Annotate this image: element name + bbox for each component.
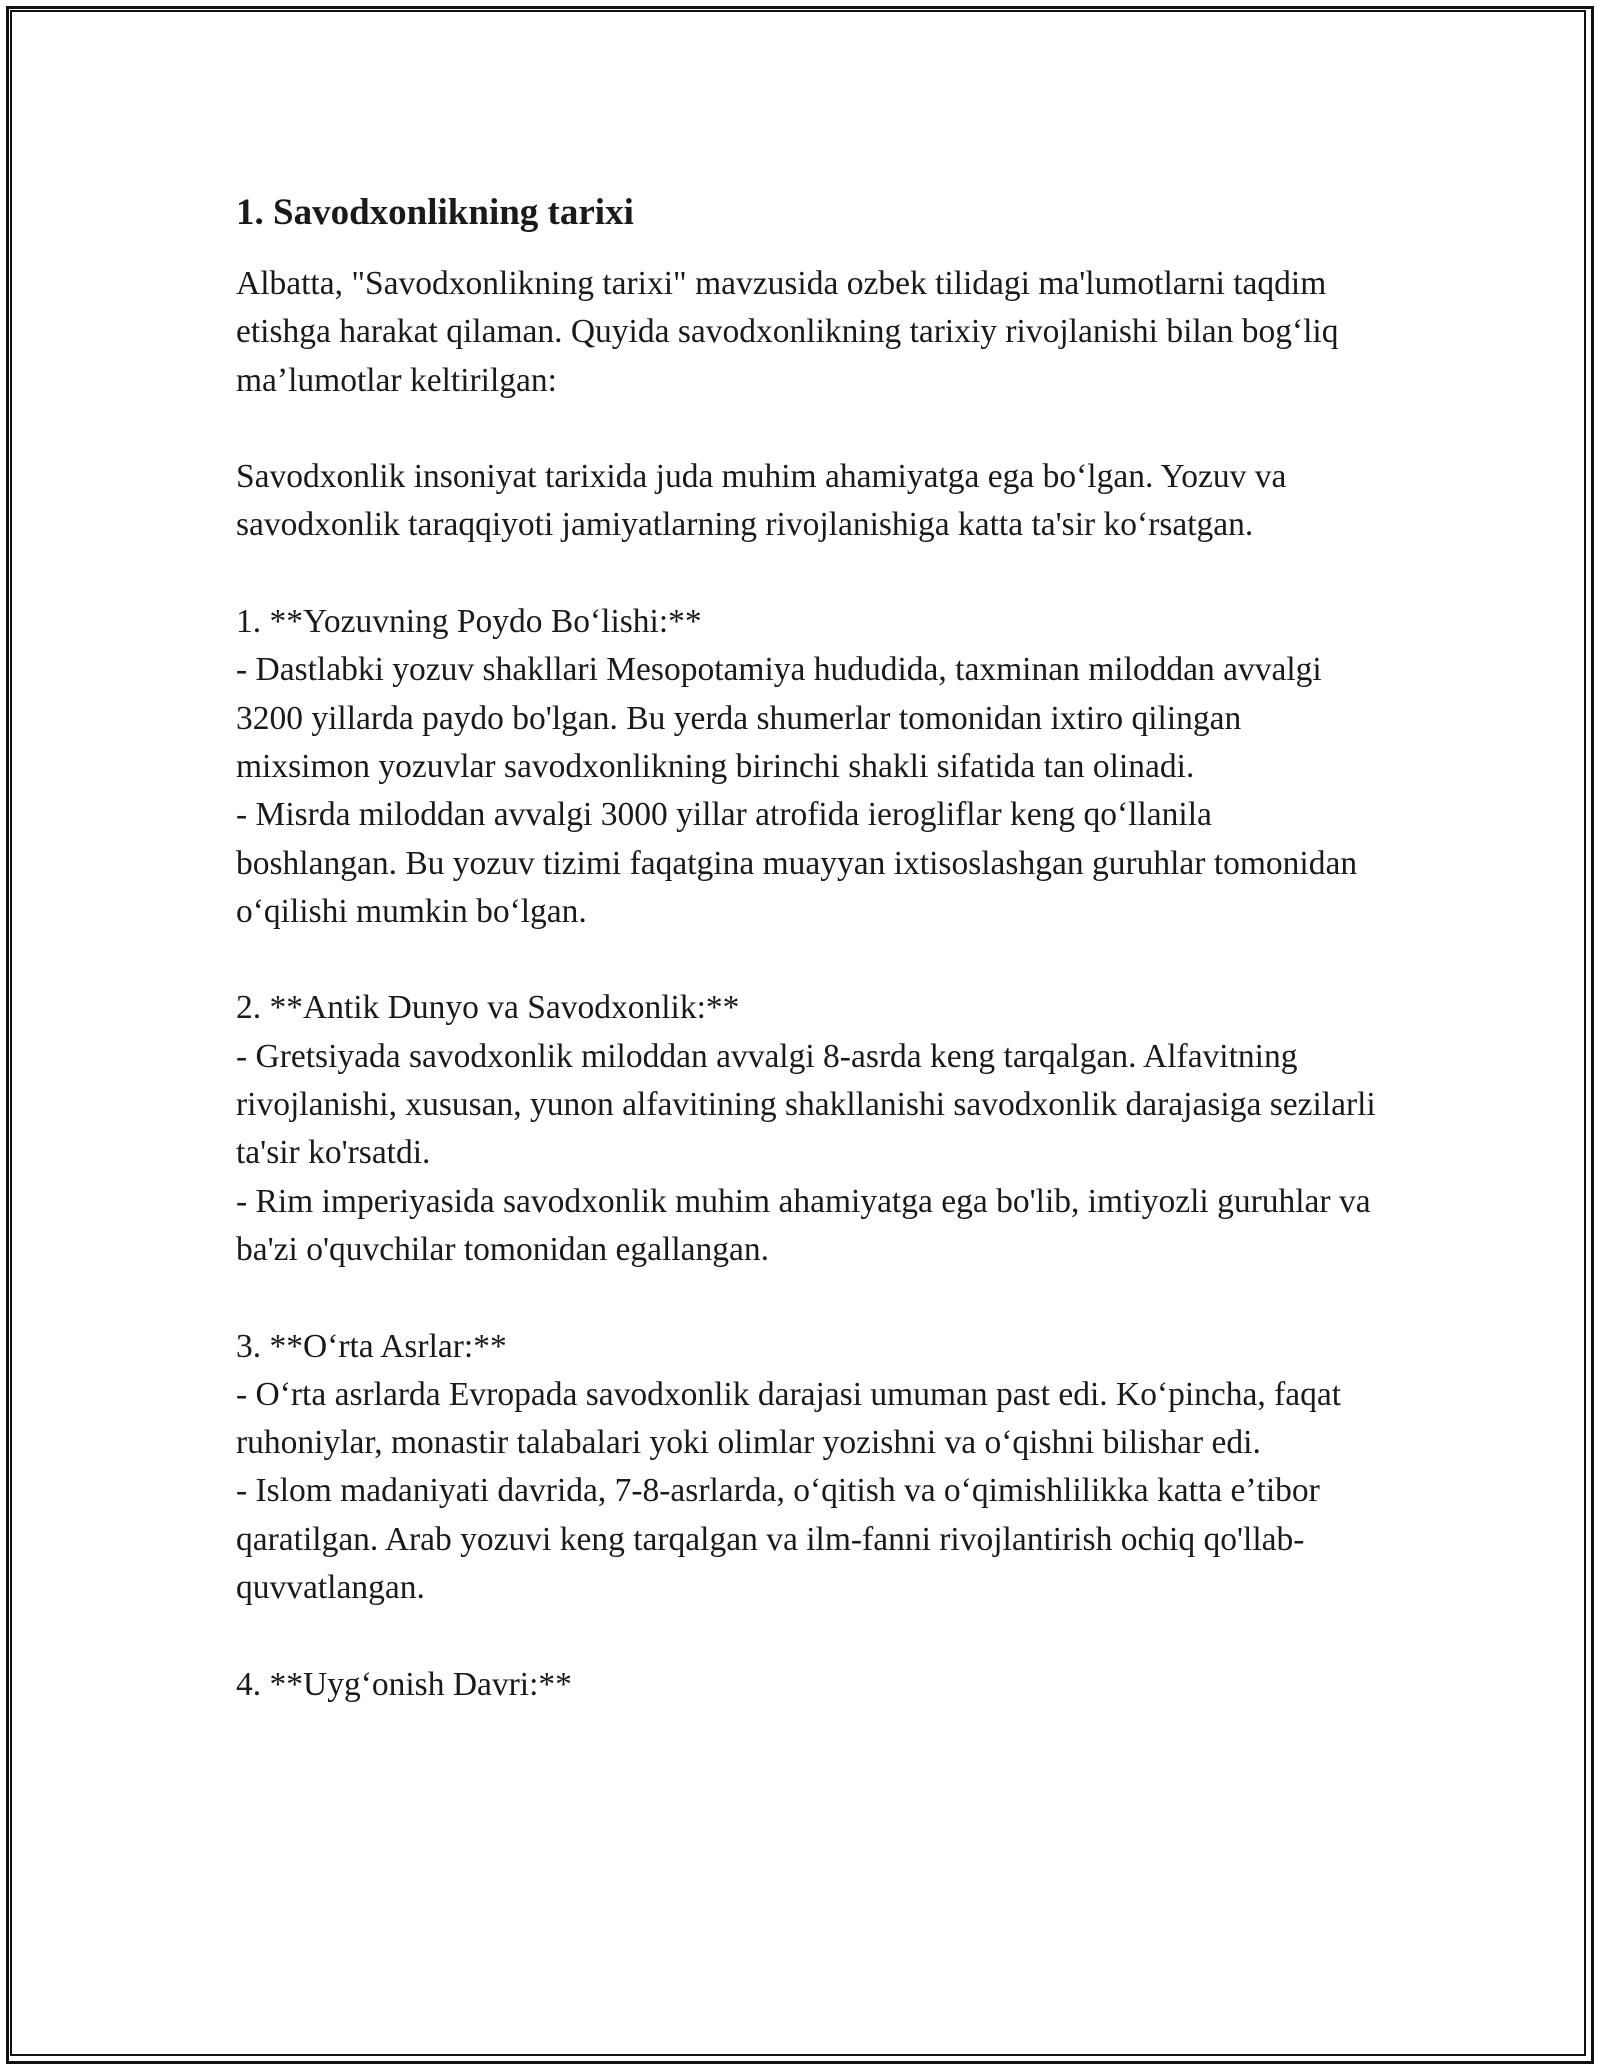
section-4	[236, 1661, 1376, 1709]
paragraph-spacer	[236, 1274, 1376, 1322]
section-point: - Islom madaniyati davrida, 7-8-asrlarda, oʻqitish va oʻqimishlilikka katta eʼtibor qaratilgan. Arab yozuvi keng tarqalgan va ilm-fanni rivojlantirish ochiq qo'llab-quvvatlangan.	[236, 1472, 1329, 1607]
section-2	[236, 984, 1385, 1274]
document-body	[236, 186, 1385, 1709]
section-1	[236, 598, 1376, 936]
paragraph-spacer	[236, 936, 1376, 984]
section-heading: 1. **Yozuvning Poydo Boʻlishi:**	[236, 603, 702, 641]
section-point: - Oʻrta asrlarda Evropada savodxonlik darajasi umuman past edi. Koʻpincha, faqat ruhoniylar, monastir talabalari yoki olimlar yozishni va oʻqishni bilishar edi.	[236, 1375, 1350, 1462]
overview-paragraph: Savodxonlik insoniyat tarixida juda muhim ahamiyatga ega boʻlgan. Yozuv va savodxonlik taraqqiyoti jamiyatlarning rivojlanishiga katta ta'sir koʻrsatgan.	[236, 458, 1295, 544]
section-heading: 3. **Oʻrta Asrlar:**	[236, 1327, 507, 1365]
section-heading: 4. **Uygʻonish Davri:**	[236, 1665, 572, 1703]
paragraph-spacer	[236, 405, 1376, 453]
paragraph-spacer	[236, 550, 1376, 598]
section-3	[236, 1323, 1376, 1613]
paragraph-spacer	[236, 1612, 1376, 1660]
section-point: - Dastlabki yozuv shakllari Mesopotamiya hududida, taxminan miloddan avvalgi 3200 yillarda paydo bo'lgan. Bu yerda shumerlar tomonidan ixtiro qilingan mixsimon yozuvlar savodxonlikning birinchi shakli sifatida tan olinadi.	[236, 651, 1331, 785]
section-point: - Misrda miloddan avvalgi 3000 yillar atrofida ierogliflar keng qoʻllanila boshlangan. Bu yozuv tizimi faqatgina muayyan ixtisoslashgan guruhlar tomonidan oʻqilishi mumkin boʻlgan.	[236, 796, 1366, 930]
section-point: - Gretsiyada savodxonlik miloddan avvalgi 8-asrda keng tarqalgan. Alfavitning rivojlanishi, xususan, yunon alfavitining shakllanishi savodxonlik darajasiga sezilarli ta'sir ko'rsatdi.	[236, 1037, 1385, 1172]
intro-paragraph: Albatta, "Savodxonlikning tarixi" mavzusida ozbek tilidagi ma'lumotlarni taqdim etishga harakat qilaman. Quyida savodxonlikning tarixiy rivojlanishi bilan bogʻliq maʼlumotlar keltirilgan:	[236, 265, 1347, 399]
section-point: - Rim imperiyasida savodxonlik muhim ahamiyatga ega bo'lib, imtiyozli guruhlar va ba'zi o'quvchilar tomonidan egallangan.	[236, 1182, 1379, 1268]
document-title: 1. Savodxonlikning tarixi	[236, 192, 634, 233]
section-heading: 2. **Antik Dunyo va Savodxonlik:**	[236, 989, 740, 1027]
